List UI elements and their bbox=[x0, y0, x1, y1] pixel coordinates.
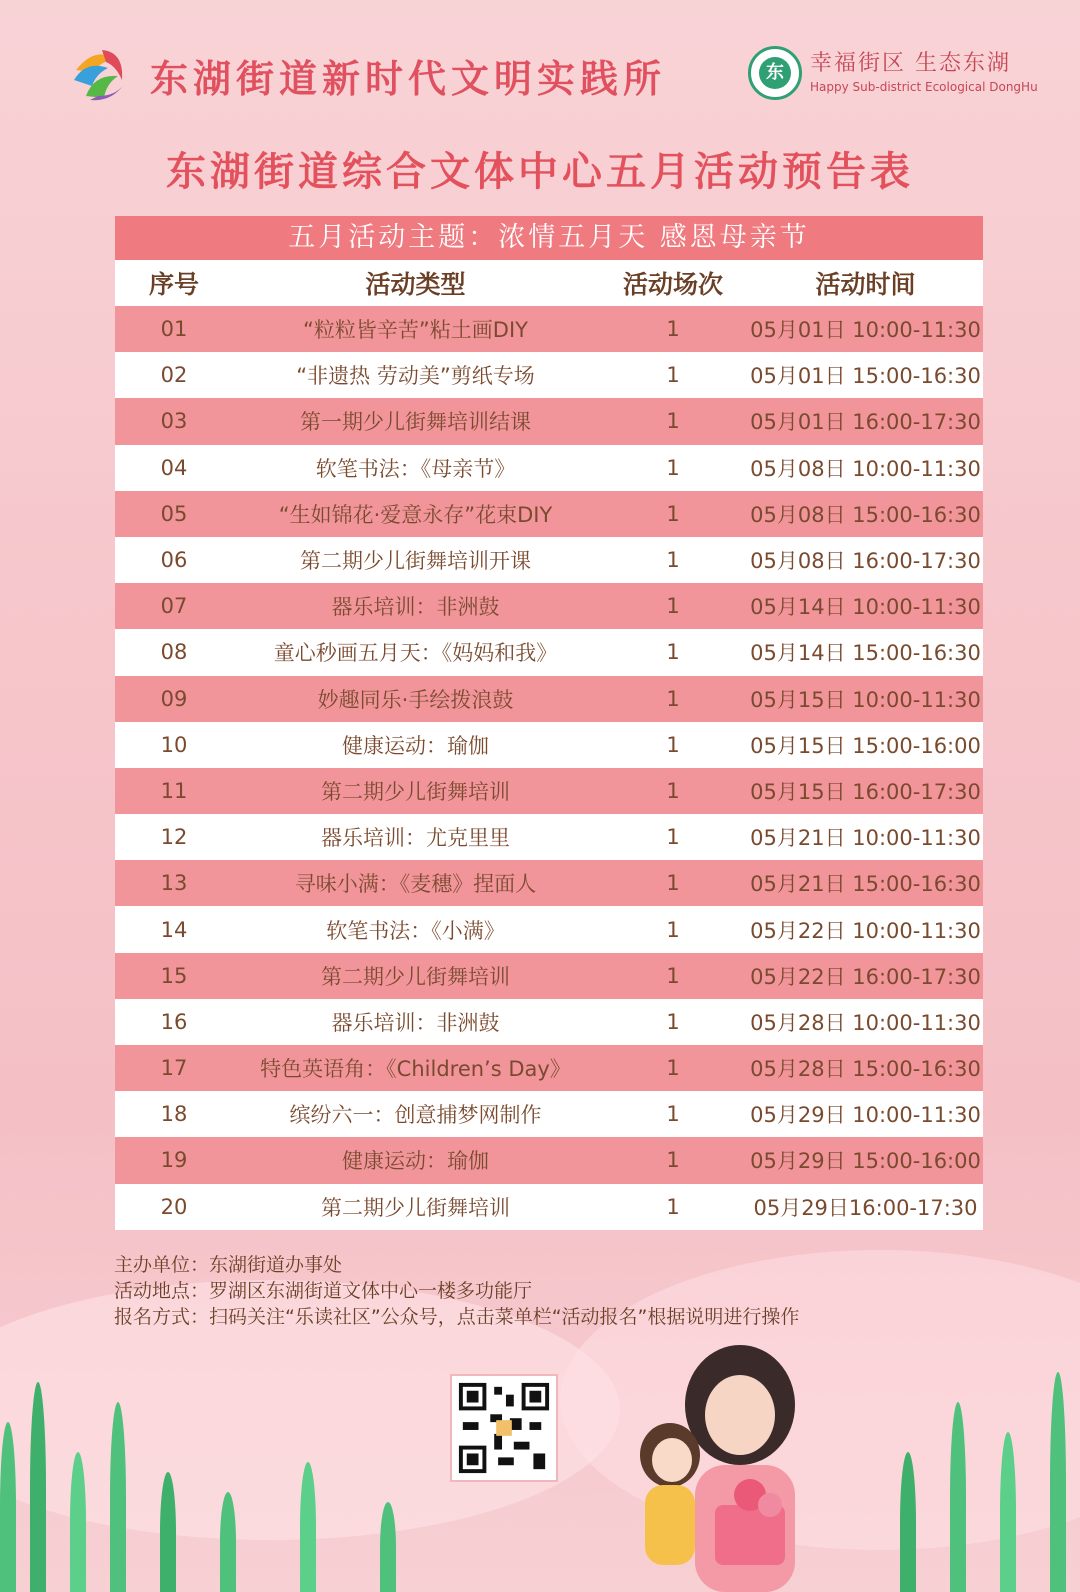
row-time: 05月28日 10:00-11:30 bbox=[750, 1010, 981, 1035]
table-row bbox=[115, 445, 983, 491]
row-no: 16 bbox=[160, 1009, 188, 1034]
row-type: 软笔书法：《小满》 bbox=[326, 918, 505, 943]
slogan-en: Happy Sub-district Ecological DongHu bbox=[810, 80, 1038, 94]
row-no: 19 bbox=[160, 1148, 188, 1173]
table-row bbox=[115, 1045, 983, 1091]
row-count: 1 bbox=[666, 594, 680, 619]
activity-table bbox=[115, 216, 983, 1230]
row-count: 1 bbox=[666, 825, 680, 850]
row-type: 器乐培训：非洲鼓 bbox=[331, 595, 500, 620]
table-row bbox=[115, 491, 983, 537]
row-count: 1 bbox=[666, 1148, 680, 1173]
table-row bbox=[115, 352, 983, 398]
table-row bbox=[115, 537, 983, 583]
row-time: 05月14日 15:00-16:30 bbox=[750, 641, 981, 666]
organizer-text: 主办单位：东湖街道办事处 bbox=[114, 1254, 343, 1276]
row-count: 1 bbox=[666, 963, 680, 988]
row-no: 14 bbox=[160, 917, 188, 942]
row-count: 1 bbox=[666, 1102, 680, 1127]
row-count: 1 bbox=[666, 778, 680, 803]
table-row bbox=[115, 999, 983, 1045]
row-count: 1 bbox=[666, 917, 680, 942]
table-row bbox=[115, 306, 983, 352]
row-type: 软笔书法：《母亲节》 bbox=[315, 456, 516, 481]
row-count: 1 bbox=[666, 1009, 680, 1034]
table-row bbox=[115, 1091, 983, 1137]
row-no: 07 bbox=[160, 594, 188, 619]
row-count: 1 bbox=[666, 732, 680, 757]
page-title: 东湖街道综合文体中心五月活动预告表 bbox=[166, 149, 914, 195]
row-type: 妙趣同乐·手绘拨浪鼓 bbox=[317, 687, 514, 712]
table-body bbox=[115, 306, 983, 1230]
row-time: 05月08日 16:00-17:30 bbox=[750, 549, 981, 574]
row-type: 健康运动：瑜伽 bbox=[342, 733, 489, 758]
row-count: 1 bbox=[666, 686, 680, 711]
row-no: 17 bbox=[160, 1056, 188, 1081]
row-time: 05月01日 10:00-11:30 bbox=[750, 318, 981, 343]
row-time: 05月29日 15:00-16:00 bbox=[750, 1149, 981, 1174]
row-no: 12 bbox=[160, 825, 188, 850]
row-no: 02 bbox=[160, 363, 188, 388]
mother-child-illustration bbox=[600, 1345, 860, 1592]
row-no: 05 bbox=[160, 501, 188, 526]
location-text: 活动地点：罗湖区东湖街道文体中心一楼多功能厅 bbox=[114, 1280, 533, 1302]
donghu-logo-icon bbox=[748, 46, 802, 100]
row-type: 童心秒画五月天：《妈妈和我》 bbox=[273, 641, 558, 666]
row-time: 05月28日 15:00-16:30 bbox=[750, 1057, 981, 1082]
header-type: 活动类型 bbox=[365, 270, 466, 299]
row-no: 10 bbox=[160, 732, 188, 757]
header-time: 活动时间 bbox=[815, 270, 916, 299]
slogan: 幸福街区 生态东湖 bbox=[810, 51, 1011, 76]
footer-info bbox=[114, 1252, 799, 1330]
row-type: 缤纷六一：创意捕梦网制作 bbox=[289, 1103, 542, 1128]
row-count: 1 bbox=[666, 317, 680, 342]
table-row bbox=[115, 398, 983, 444]
row-count: 1 bbox=[666, 455, 680, 480]
table-row bbox=[115, 1137, 983, 1183]
row-count: 1 bbox=[666, 871, 680, 896]
row-count: 1 bbox=[666, 640, 680, 665]
table-row bbox=[115, 583, 983, 629]
row-count: 1 bbox=[666, 409, 680, 434]
table-row bbox=[115, 860, 983, 906]
row-no: 04 bbox=[160, 455, 188, 480]
header-count: 活动场次 bbox=[622, 270, 723, 299]
header-no: 序号 bbox=[148, 270, 199, 299]
table-row bbox=[115, 1184, 983, 1230]
table-row bbox=[115, 629, 983, 675]
row-time: 05月01日 15:00-16:30 bbox=[750, 364, 981, 389]
row-time: 05月15日 15:00-16:00 bbox=[750, 733, 981, 758]
row-type: 器乐培训：非洲鼓 bbox=[331, 1010, 500, 1035]
row-no: 06 bbox=[160, 548, 188, 573]
civilization-logo-icon bbox=[66, 40, 132, 106]
row-time: 05月21日 15:00-16:30 bbox=[750, 872, 981, 897]
row-count: 1 bbox=[666, 1194, 680, 1219]
row-type: “粒粒皆辛苦”粘土画DIY bbox=[303, 318, 528, 343]
row-count: 1 bbox=[666, 501, 680, 526]
table-row bbox=[115, 722, 983, 768]
row-count: 1 bbox=[666, 1056, 680, 1081]
row-type: 第二期少儿街舞培训 bbox=[321, 964, 510, 989]
row-time: 05月22日 16:00-17:30 bbox=[750, 964, 981, 989]
row-time: 05月15日 10:00-11:30 bbox=[750, 687, 981, 712]
qr-code-icon[interactable] bbox=[452, 1376, 556, 1480]
logo-char: 东 bbox=[759, 57, 791, 89]
row-type: 第二期少儿街舞培训 bbox=[321, 779, 510, 804]
row-no: 03 bbox=[160, 409, 188, 434]
row-time: 05月21日 10:00-11:30 bbox=[750, 826, 981, 851]
row-type: 第一期少儿街舞培训结课 bbox=[300, 410, 531, 435]
org-title: 东湖街道新时代文明实践所 bbox=[150, 57, 667, 101]
row-time: 05月08日 15:00-16:30 bbox=[750, 502, 981, 527]
row-no: 20 bbox=[160, 1194, 188, 1219]
row-no: 18 bbox=[160, 1102, 188, 1127]
row-time: 05月22日 10:00-11:30 bbox=[750, 918, 981, 943]
header bbox=[0, 30, 1080, 120]
row-time: 05月14日 10:00-11:30 bbox=[750, 595, 981, 620]
row-no: 15 bbox=[160, 963, 188, 988]
row-time: 05月15日 16:00-17:30 bbox=[750, 779, 981, 804]
theme-banner: 五月活动主题：浓情五月天 感恩母亲节 bbox=[115, 216, 983, 260]
row-type: 寻味小满：《麦穗》捏面人 bbox=[294, 872, 537, 897]
row-type: 器乐培训：尤克里里 bbox=[321, 826, 510, 851]
row-time: 05月08日 10:00-11:30 bbox=[750, 456, 981, 481]
signup-text: 报名方式：扫码关注“乐读社区”公众号，点击菜单栏“活动报名”根据说明进行操作 bbox=[114, 1306, 800, 1328]
table-row bbox=[115, 906, 983, 952]
row-time: 05月29日 10:00-11:30 bbox=[750, 1103, 981, 1128]
table-row bbox=[115, 814, 983, 860]
row-time: 05月01日 16:00-17:30 bbox=[750, 410, 981, 435]
row-type: 健康运动：瑜伽 bbox=[342, 1149, 489, 1174]
table-row bbox=[115, 676, 983, 722]
row-type: “生如锦花·爱意永存”花束DIY bbox=[278, 502, 553, 527]
row-count: 1 bbox=[666, 548, 680, 573]
row-time: 05月29日16:00-17:30 bbox=[753, 1195, 978, 1220]
row-no: 01 bbox=[160, 317, 188, 342]
row-no: 11 bbox=[160, 778, 188, 803]
row-type: “非遗热 劳动美”剪纸专场 bbox=[296, 364, 535, 389]
row-type: 第二期少儿街舞培训开课 bbox=[300, 549, 531, 574]
row-no: 08 bbox=[160, 640, 188, 665]
row-type: 特色英语角：《Children’s Day》 bbox=[260, 1057, 571, 1082]
table-row bbox=[115, 768, 983, 814]
row-no: 09 bbox=[160, 686, 188, 711]
row-count: 1 bbox=[666, 363, 680, 388]
table-row bbox=[115, 953, 983, 999]
table-header bbox=[115, 260, 983, 306]
row-type: 第二期少儿街舞培训 bbox=[321, 1195, 510, 1220]
row-no: 13 bbox=[160, 871, 188, 896]
